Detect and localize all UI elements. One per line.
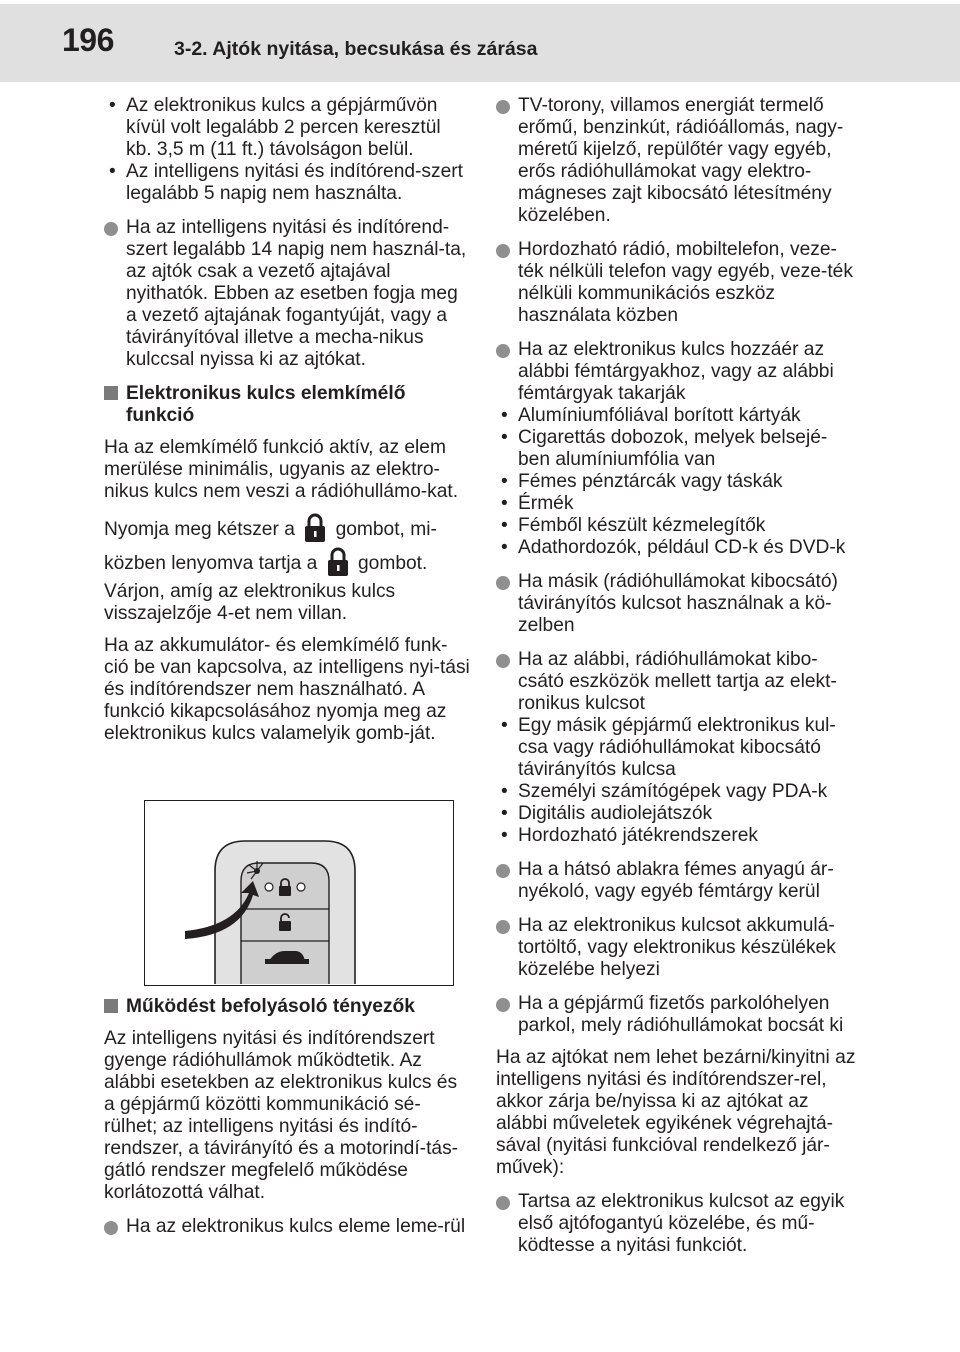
square-bullet-icon	[104, 386, 118, 400]
item-text: Ha az intelligens nyitási és indítórend-szert legalább 14 napig nem használ-ta, az ajtók csak a vezető ajtajával nyithatók. Ebben az esetben fogja meg a vezető ajtajának fogantyúját, vagy a távirányítóval illetve a mecha-nikus kulccsal nyissa ki az ajtókat.	[126, 217, 467, 370]
lock-icon	[304, 513, 326, 543]
sub-list-item: • Adathordozók, például CD-k és DVD-k	[496, 537, 858, 559]
page-number: 196	[62, 22, 114, 58]
paragraph-instruction	[104, 547, 470, 581]
bullet-dot-icon	[496, 920, 510, 934]
sub-list-item: • Cigarettás dobozok, melyek belsejé-ben alumíniumfólia van	[496, 427, 858, 471]
instruction-text: Nyomja meg kétszer a	[104, 519, 295, 540]
instruction-text: gombot, mi-	[335, 519, 437, 540]
item-text: Ha a gépjármű fizetős parkolóhelyen parkol, mely rádióhullámokat bocsát ki	[518, 993, 844, 1036]
item-text: TV-torony, villamos energiát termelő erőmű, benzinkút, rádióállomás, nagy-méretű kijelző, repülőtér vagy egyéb, erős rádióhullámokat vagy elektro-mágneses zajt kibocsátó létesítmény közelében.	[518, 95, 844, 226]
section-title: Elektronikus kulcs elemkímélő funkció	[126, 383, 406, 426]
list-item	[496, 239, 858, 327]
sub-list-item: • Fémből készült kézmelegítők	[496, 515, 858, 537]
paragraph: Várjon, amíg az elektronikus kulcs visszajelzője 4-et nem villan.	[104, 581, 396, 624]
list-item	[496, 649, 858, 715]
item-text: Ha az alábbi, rádióhullámokat kibo-csátó eszközök mellett tartja az elekt-ronikus kulcsot	[518, 649, 837, 714]
paragraph: Ha az akkumulátor- és elemkímélő funk-ció be van kapcsolva, az intelligens nyi-tási és indítórendszer nem használható. A funkció kikapcsolásához nyomja meg az elektronikus kulcs valamelyik gomb-ját.	[104, 635, 470, 744]
item-text: Ha az elektronikus kulcs hozzáér az alábbi fémtárgyakhoz, vagy az alábbi fémtárgyak takarják	[518, 339, 834, 404]
list-item	[496, 571, 858, 637]
page-header	[0, 0, 960, 84]
bullet-dot-icon	[496, 1196, 510, 1210]
list-item	[104, 1216, 470, 1238]
list-item	[496, 1191, 858, 1257]
bullet-dot-icon	[104, 222, 118, 236]
bullet-dot-icon	[496, 864, 510, 878]
electronic-key-drawing	[145, 801, 452, 984]
bullet-dot-icon	[496, 998, 510, 1012]
instruction-text: közben lenyomva tartja a	[104, 553, 318, 574]
bullet-dot-icon	[496, 244, 510, 258]
bullet-dot-icon	[104, 1221, 118, 1235]
list-item	[496, 95, 858, 227]
bullet-dot-icon	[496, 100, 510, 114]
sub-list-item: • Alumíniumfóliával borított kártyák	[496, 405, 858, 427]
sub-list-item: • Egy másik gépjármű elektronikus kul-csa vagy rádióhullámokat kibocsátó távirányítós kulcsa	[496, 715, 858, 781]
right-column	[496, 95, 858, 1257]
sub-list-item: • Érmék	[496, 493, 858, 515]
square-bullet-icon	[104, 999, 118, 1013]
instruction-text: gombot.	[358, 553, 428, 574]
list-item	[496, 915, 858, 981]
item-text: Ha az elektronikus kulcsot akkumulá-tortöltő, vagy elektronikus készülékek közelébe helyezi	[518, 915, 836, 980]
paragraph: Az intelligens nyitási és indítórendszert gyenge rádióhullámok működtetik. Az alábbi esetekben az elektronikus kulcs és a gépjármű közötti kommunikáció sé-rülhet; az intelligens nyitási és indító-rendszer, a távirányító és a motorindí-tás-gátló rendszer megfelelő működése korlátozottá válhat.	[104, 1028, 459, 1203]
key-illustration	[144, 800, 454, 986]
paragraph-instruction	[104, 513, 470, 547]
paragraph: Ha az ajtókat nem lehet bezárni/kinyitni az intelligens nyitási és indítórendszer-rel, akkor zárja be/nyissa ki az ajtókat az alábbi műveletek egyikének végrehajtá-sával (nyitási funkcióval rendelkező jár-művek):	[496, 1047, 856, 1178]
list-item	[496, 339, 858, 405]
list-item	[496, 859, 858, 903]
lock-icon	[327, 547, 349, 577]
sub-list-item: • Digitális audiolejátszók	[496, 803, 858, 825]
bullet-dot-icon	[496, 344, 510, 358]
sub-list-item: • Hordozható játékrendszerek	[496, 825, 858, 847]
item-text: Ha az elektronikus kulcs eleme leme-rül	[126, 1216, 466, 1237]
section-title: Működést befolyásoló tényezők	[126, 996, 415, 1017]
section-heading	[104, 996, 470, 1018]
bullet-dot-icon	[496, 654, 510, 668]
list-item	[104, 217, 470, 371]
sub-list-item: • Személyi számítógépek vagy PDA-k	[496, 781, 858, 803]
left-column-lower	[104, 996, 470, 1238]
chapter-title: 3-2. Ajtók nyitása, becsukása és zárása	[174, 38, 538, 60]
list-item	[496, 993, 858, 1037]
sub-list-item: • Fémes pénztárcák vagy táskák	[496, 471, 858, 493]
bullet-dot-icon	[496, 576, 510, 590]
item-text: Tartsa az elektronikus kulcsot az egyik első ajtófogantyú közelébe, és mű-ködtesse a nyitási funkciót.	[518, 1191, 845, 1256]
paragraph: Ha az elemkímélő funkció aktív, az elem merülése minimális, ugyanis az elektro-nikus kulcs nem veszi a rádióhullámo-kat.	[104, 437, 459, 502]
item-text: Ha a hátsó ablakra fémes anyagú ár-nyékoló, vagy egyéb fémtárgy kerül	[518, 859, 834, 902]
left-column	[104, 95, 470, 745]
item-text: Hordozható rádió, mobiltelefon, veze-ték nélküli telefon vagy egyéb, veze-ték nélküli kommunikációs eszköz használata közben	[518, 239, 853, 326]
list-item: • Az elektronikus kulcs a gépjárművön kívül volt legalább 2 percen keresztül kb. 3,5 m (11 ft.) távolságon belül.	[104, 95, 470, 161]
section-heading	[104, 383, 470, 427]
item-text: Ha másik (rádióhullámokat kibocsátó) távirányítós kulcsot használnak a kö-zelben	[518, 571, 838, 636]
list-item: • Az intelligens nyitási és indítórend-szert legalább 5 napig nem használta.	[104, 161, 470, 205]
